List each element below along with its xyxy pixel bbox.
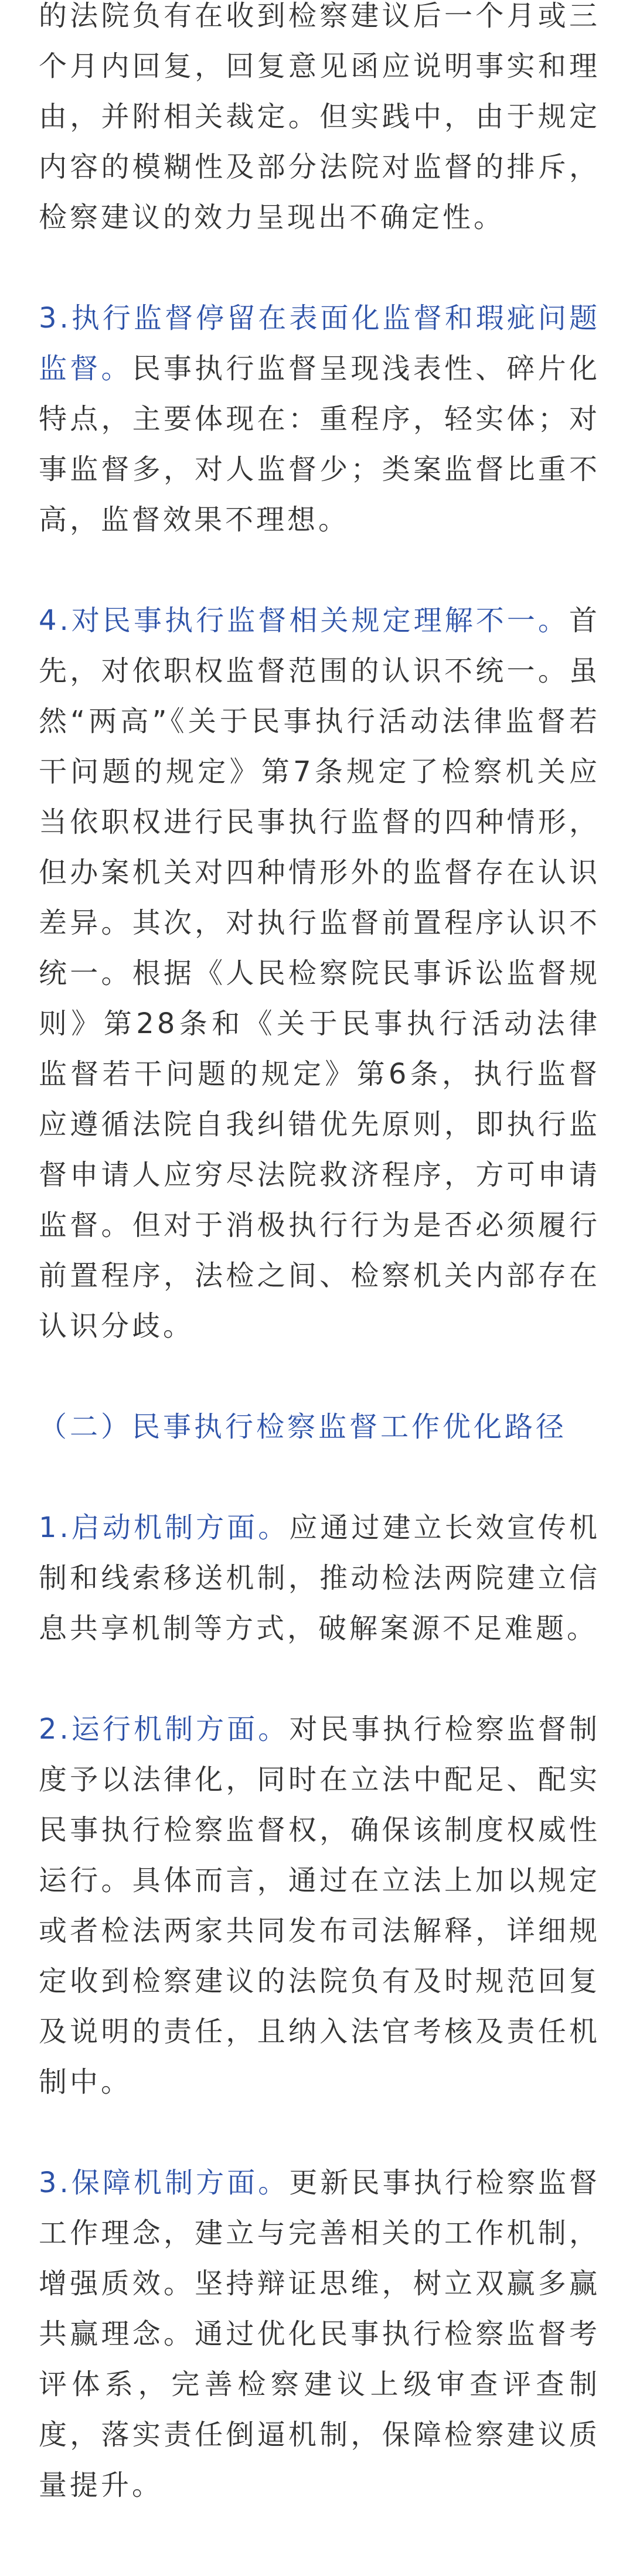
path-1-paragraph [39, 1502, 600, 1654]
path-3-paragraph [39, 2158, 600, 2510]
path-2-paragraph [39, 1704, 600, 2107]
point-4-text: 首先，对依职权监督范围的认识不统一。虽然“两高”《关于民事执行活动法律监督若干问题的规定》第7条规定了检察机关应当依职权进行民事执行监督的四种情形，但办案机关对四种情形外的监督存在认识差异。其次，对执行监督前置程序认识不统一。根据《人民检察院民事诉讼监督规则》第28条和《关于民事执行活动法律监督若干问题的规定》第6条，执行监督应遵循法院自我纠错优先原则，即执行监督申请人应穷尽法院救济程序，方可申请监督。但对于消极执行行为是否必须履行前置程序，法检之间、检察机关内部存在认识分歧。 [39, 604, 600, 1342]
path-1-text: 应通过建立长效宣传机制和线索移送机制，推动检法两院建立信息共享机制等方式，破解案源不足难题。 [39, 1511, 600, 1645]
path-3-lead: 3.保障机制方面。 [39, 2166, 290, 2199]
point-3-text: 民事执行监督呈现浅表性、碎片化特点，主要体现在：重程序，轻实体；对事监督多，对人监督少；类案监督比重不高，监督效果不理想。 [39, 352, 600, 536]
path-2-text: 对民事执行检察监督制度予以法律化，同时在立法中配足、配实民事执行检察监督权，确保该制度权威性运行。具体而言，通过在立法上加以规定或者检法两家共同发布司法解释，详细规定收到检察建议的法院负有及时规范回复及说明的责任，且纳入法官考核及责任机制中。 [39, 1713, 600, 2098]
path-3-text: 更新民事执行检察监督工作理念，建立与完善相关的工作机制，增强质效。坚持辩证思维，树立双赢多赢共赢理念。通过优化民事执行检察监督考评体系，完善检察建议上级审查评查制度，落实责任倒逼机制，保障检察建议质量提升。 [39, 2166, 600, 2502]
path-2-lead: 2.运行机制方面。 [39, 1713, 290, 1746]
article-body [39, 0, 600, 2561]
point-3-paragraph [39, 293, 600, 545]
point-3-lead: 3.执行监督停留在表面化监督和瑕疵问题监督。 [39, 302, 600, 385]
point-4-paragraph [39, 595, 600, 1351]
path-1-lead: 1.启动机制方面。 [39, 1511, 290, 1544]
intro-text: 的法院负有在收到检察建议后一个月或三个月内回复，回复意见函应说明事实和理由，并附相关裁定。但实践中，由于规定内容的模糊性及部分法院对监督的排斥，检察建议的效力呈现出不确定性。 [39, 0, 600, 234]
point-4-lead: 4.对民事执行监督相关规定理解不一。 [39, 604, 569, 637]
section-heading: （二）民事执行检察监督工作优化路径 [39, 1410, 567, 1443]
intro-paragraph [39, 0, 600, 243]
